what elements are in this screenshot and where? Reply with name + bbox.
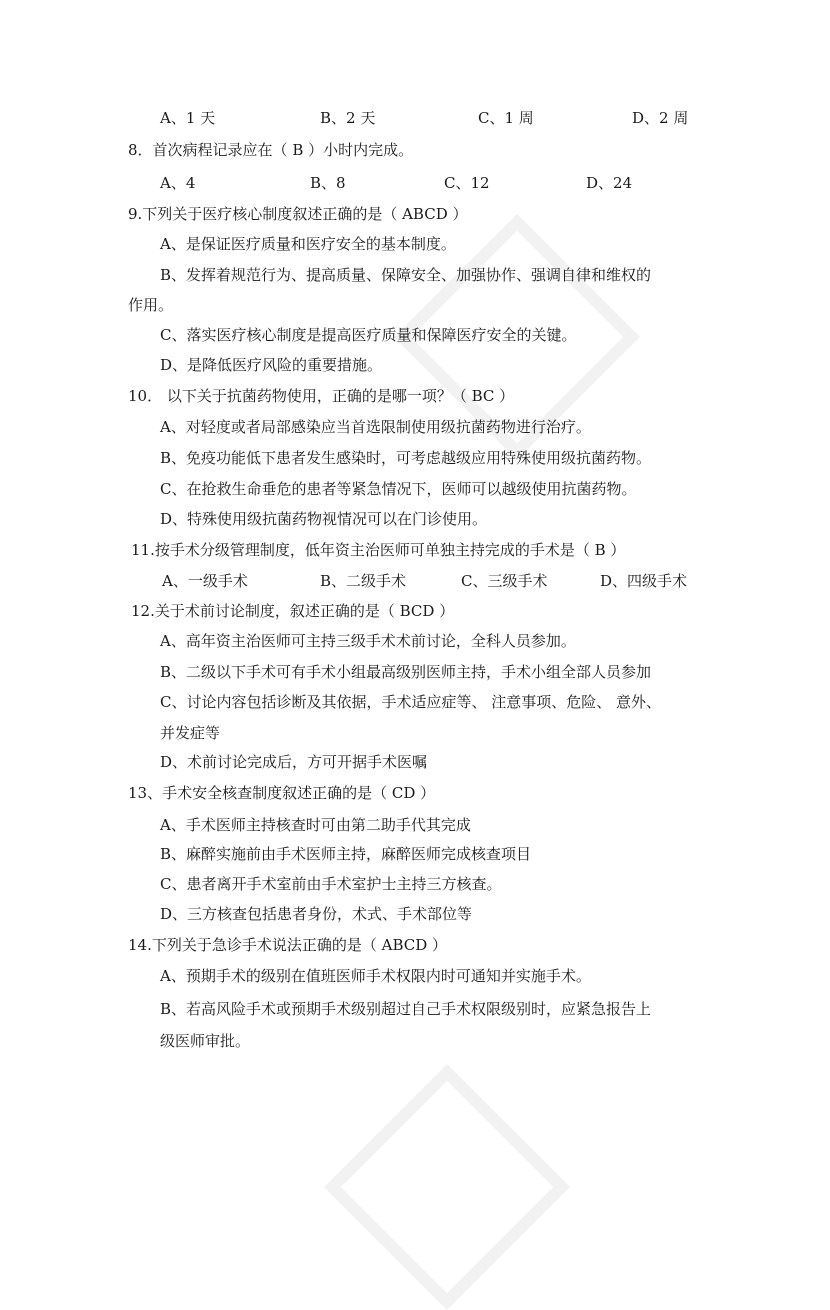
- prev-option-d: D、2 周: [632, 109, 689, 127]
- q11-option-a: A、一级手术: [162, 572, 248, 590]
- q12-option-d: D、术前讨论完成后，方可开据手术医嘱: [160, 753, 428, 771]
- q14-option-b-cont: 级医师审批。: [160, 1032, 251, 1050]
- q11-option-c: C、三级手术: [461, 572, 548, 590]
- q12-option-b: B、二级以下手术可有手术小组最高级别医师主持，手术小组全部人员参加: [160, 663, 652, 681]
- watermark-logo: [324, 1064, 570, 1310]
- question-13: 13、手术安全核查制度叙述正确的是（ CD ）: [128, 784, 436, 802]
- q13-option-d: D、三方核查包括患者身份，术式、手术部位等: [160, 905, 473, 923]
- q9-option-b: B、发挥着规范行为、提高质量、保障安全、加强协作、强调自律和维权的: [160, 266, 652, 284]
- q8-option-a: A、4: [160, 174, 196, 192]
- q12-option-c: C、讨论内容包括诊断及其依据，手术适应症等、 注意事项、危险、 意外、: [160, 693, 662, 711]
- q12-option-a: A、高年资主治医师可主持三级手术术前讨论，全科人员参加。: [160, 632, 576, 650]
- question-10: 10． 以下关于抗菌药物使用，正确的是哪一项？（ BC ）: [128, 387, 515, 405]
- q9-option-b-cont: 作用。: [128, 296, 174, 314]
- q13-option-c: C、患者离开手术室前由手术室护士主持三方核查。: [160, 875, 502, 893]
- q13-option-a: A、手术医师主持核查时可由第二助手代其完成: [160, 816, 471, 834]
- q11-option-d: D、四级手术: [600, 572, 688, 590]
- question-12: 12.关于术前讨论制度，叙述正确的是（ BCD ）: [131, 602, 455, 620]
- q12-option-c-cont: 并发症等: [160, 724, 221, 742]
- q10-option-c: C、在抢救生命垂危的患者等紧急情况下，医师可以越级使用抗菌药物。: [160, 480, 637, 498]
- q14-option-a: A、预期手术的级别在值班医师手术权限内时可通知并实施手术。: [160, 967, 591, 985]
- q10-option-b: B、免疫功能低下患者发生感染时，可考虑越级应用特殊使用级抗菌药物。: [160, 449, 652, 467]
- q8-option-c: C、12: [444, 174, 490, 192]
- q9-option-d: D、是降低医疗风险的重要措施。: [160, 356, 383, 374]
- q8-option-d: D、24: [586, 174, 633, 192]
- q10-option-a: A、对轻度或者局部感染应当首选限制使用级抗菌药物进行治疗。: [160, 418, 591, 436]
- q8-option-b: B、8: [310, 174, 346, 192]
- question-9: 9.下列关于医疗核心制度叙述正确的是（ ABCD ）: [128, 205, 468, 223]
- q9-option-c: C、落实医疗核心制度是提高医疗质量和保障医疗安全的关键。: [160, 326, 577, 344]
- question-8: 8．首次病程记录应在（ B ）小时内完成。: [128, 141, 414, 159]
- prev-option-a: A、1 天: [160, 109, 216, 127]
- q9-option-a: A、是保证医疗质量和医疗安全的基本制度。: [160, 235, 456, 253]
- prev-option-c: C、1 周: [478, 109, 534, 127]
- question-14: 14.下列关于急诊手术说法正确的是（ ABCD ）: [128, 936, 448, 954]
- q13-option-b: B、麻醉实施前由手术医师主持，麻醉医师完成核查项目: [160, 845, 532, 863]
- question-11: 11.按手术分级管理制度，低年资主治医师可单独主持完成的手术是（ B ）: [131, 541, 626, 559]
- q10-option-d: D、特殊使用级抗菌药物视情况可以在门诊使用。: [160, 510, 488, 528]
- q14-option-b: B、若高风险手术或预期手术级别超过自己手术权限级别时，应紧急报告上: [160, 1000, 652, 1018]
- q11-option-b: B、二级手术: [320, 572, 407, 590]
- prev-option-b: B、2 天: [320, 109, 376, 127]
